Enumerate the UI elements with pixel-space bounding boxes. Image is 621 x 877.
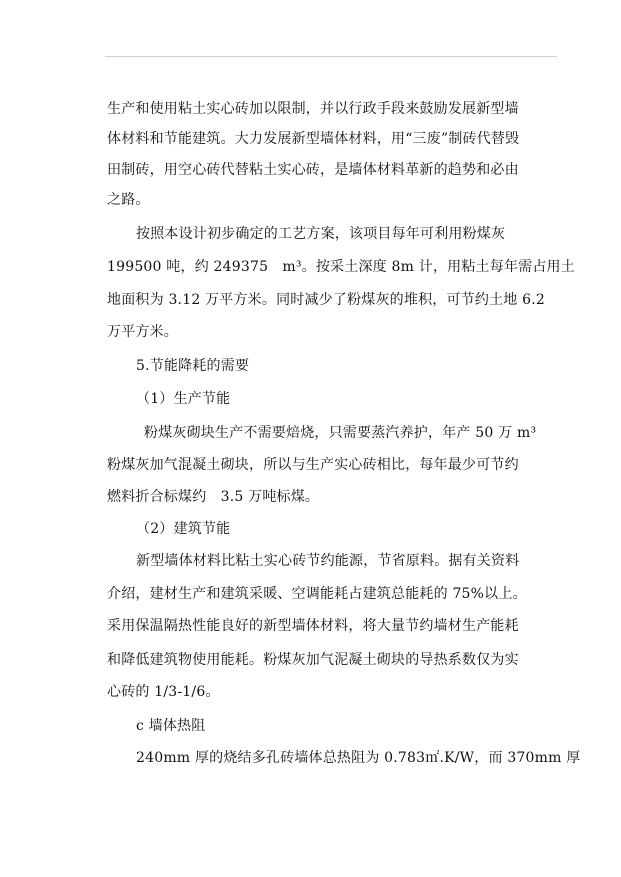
subsection-heading: （1）生产节能 (136, 391, 231, 407)
paragraph-line: 采用保温隔热性能良好的新型墙体材料，将大量节约墙材生产能耗 (107, 618, 519, 634)
paragraph-line: 地面积为 3.12 万平方米。同时减少了粉煤灰的堆积，可节约土地 6.2 (107, 292, 545, 308)
header-rule (105, 56, 557, 57)
subsection-heading: c 墙体热阻 (136, 718, 206, 734)
paragraph-line: 之路。 (107, 192, 150, 208)
paragraph-line: 心砖的 1/3-1/6。 (107, 684, 220, 700)
paragraph-line: 粉煤灰加气混凝土砌块，所以与生产实心砖相比，每年最少可节约 (107, 457, 519, 473)
paragraph-line: 和降低建筑物使用能耗。粉煤灰加气泥凝土砌块的导热系数仅为实 (107, 652, 519, 668)
section-heading: 5.节能降耗的需要 (136, 358, 250, 374)
paragraph-line: 粉煤灰砌块生产不需要焙烧，只需要蒸汽养护，年产 50 万 m³ (144, 425, 537, 441)
paragraph-line: 田制砖，用空心砖代替粘土实心砖，是墙体材料革新的趋势和必由 (107, 162, 519, 178)
paragraph-line: 万平方米。 (107, 324, 178, 340)
paragraph-line: 199500 吨，约 249375 m³。按采土深度 8m 计，用粘土每年需占用土 (107, 259, 575, 275)
paragraph-line: 生产和使用粘土实心砖加以限制，并以行政手段来鼓励发展新型墙 (107, 101, 519, 117)
subsection-heading: （2）建筑节能 (136, 521, 231, 537)
paragraph-line: 介绍，建材生产和建筑采暖、空调能耗占建筑总能耗的 75%以上。 (107, 586, 527, 602)
paragraph-line: 按照本设计初步确定的工艺方案，该项目每年可利用粉煤灰 (136, 226, 506, 242)
paragraph-line: 240mm 厚的烧结多孔砖墙体总热阻为 0.783㎡.K/W，而 370mm 厚 (136, 750, 581, 766)
paragraph-line: 体材料和节能建筑。大力发展新型墙体材料，用“三废”制砖代替毁 (107, 131, 520, 147)
paragraph-line: 燃料折合标煤约 3.5 万吨标煤。 (107, 489, 320, 505)
paragraph-line: 新型墙体材料比粘土实心砖节约能源，节省原料。据有关资料 (136, 553, 520, 569)
